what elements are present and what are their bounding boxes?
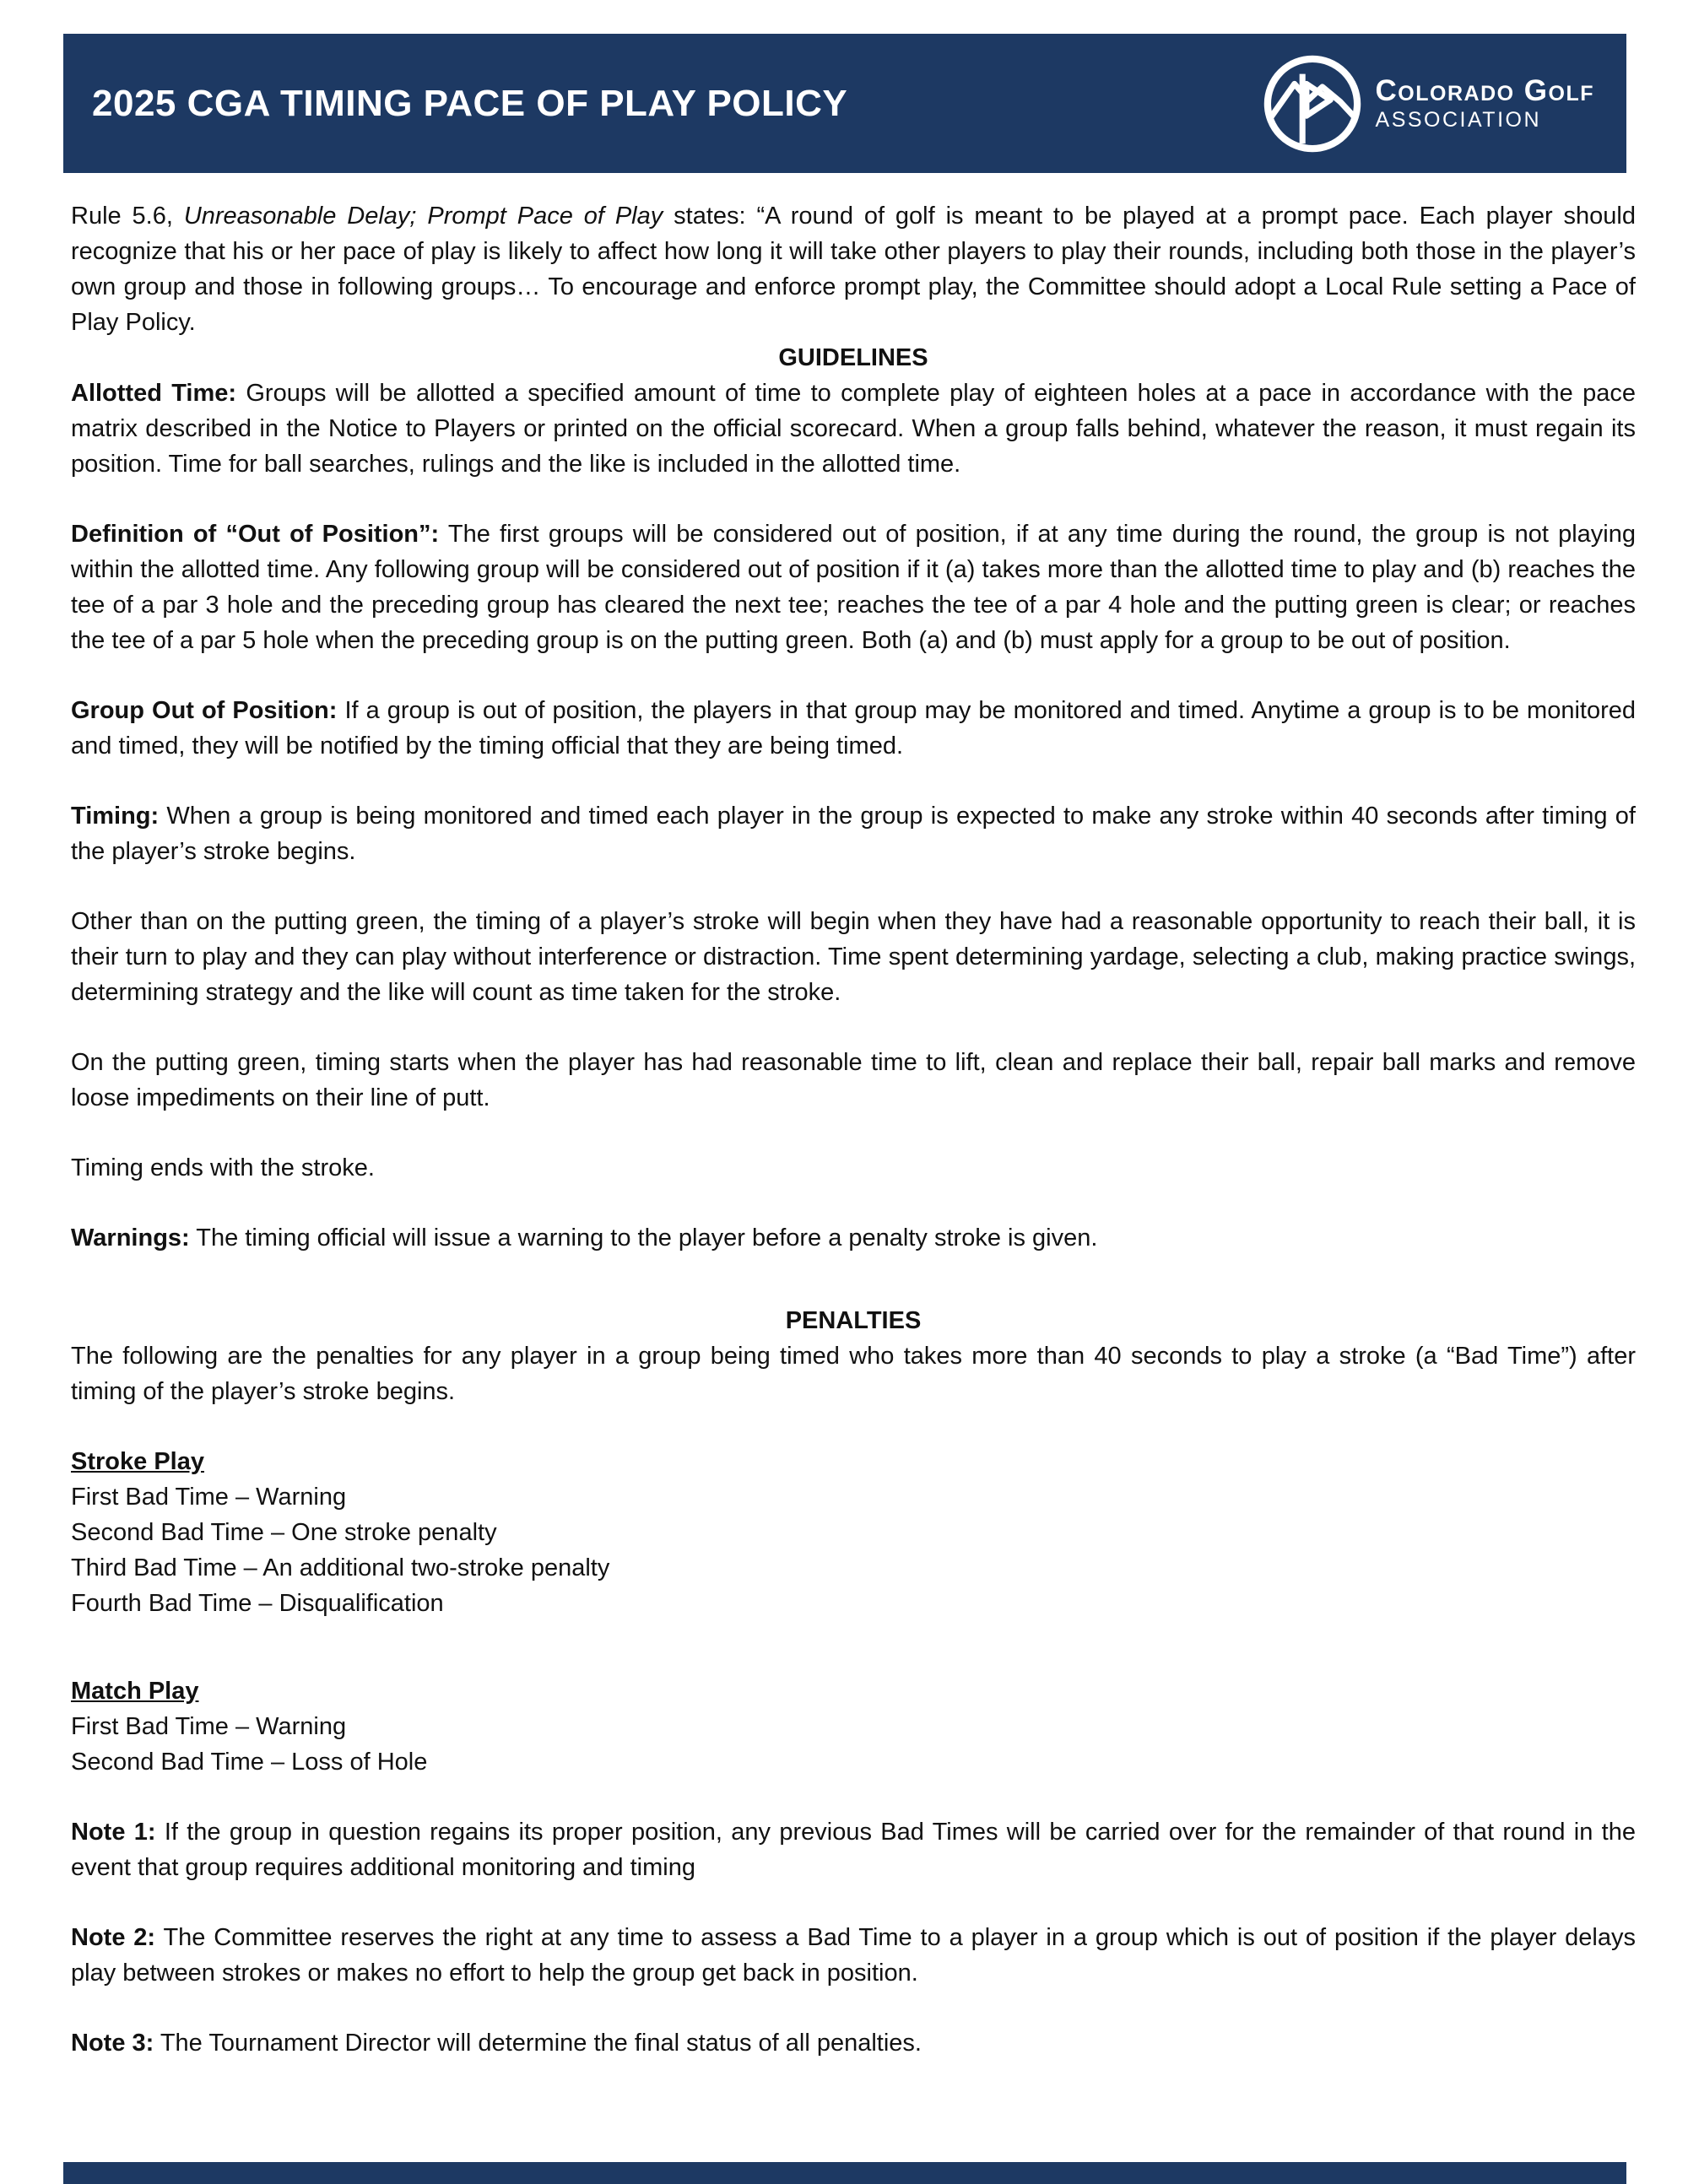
match-play-list <box>71 1709 1636 1780</box>
logo-subname: ASSOCIATION <box>1375 107 1542 132</box>
stroke-play-item: Fourth Bad Time – Disqualification <box>71 1590 444 1617</box>
stroke-play-list <box>71 1479 1636 1621</box>
allotted-time-text: Groups will be allotted a specified amount of time to complete play of eighteen holes at a pace in accordance with the pace matrix described in the Notice to Players or printed on the official scorecard. When a group falls behind, whatever the reason, it must regain its position. Time for ball searches, rulings and the like is included in the allotted time. <box>71 380 1636 478</box>
note-1-text: If the group in question regains its proper position, any previous Bad Times will be carried over for the remainder of that round in the event that group requires additional monitoring and timing <box>71 1819 1636 1881</box>
note-1-paragraph <box>71 1814 1636 1885</box>
group-oop-text: If a group is out of position, the players in that group may be monitored and timed. Anytime a group is to be monitored and timed, they will be notified by the timing official that they are being timed. <box>71 697 1636 760</box>
page-title: 2025 CGA TIMING PACE OF PLAY POLICY <box>92 82 848 124</box>
timing-paragraph <box>71 798 1636 869</box>
header-banner <box>63 34 1626 173</box>
definition-paragraph <box>71 516 1636 658</box>
logo-name: Colorado Golf <box>1375 73 1594 107</box>
note-2-text: The Committee reserves the right at any time to assess a Bad Time to a player in a group which is out of position if the player delays play between strokes or makes no effort to help the group get back in position. <box>71 1924 1636 1987</box>
note-1-label: Note 1: <box>71 1819 156 1846</box>
definition-text: The first groups will be considered out of position, if at any time during the round, the group is not playing within the allotted time. Any following group will be considered out of position if it (a) takes more than the allotted time to play and (b) reaches the tee of a par 3 hole and the preceding group has cleared the next tee; reaches the tee of a par 4 hole and the putting green is clear; or reaches the tee of a par 5 hole when the preceding group is on the putting green. Both (a) and (b) must apply for a group to be out of position. <box>71 521 1636 654</box>
note-2-paragraph <box>71 1920 1636 1991</box>
note-3-text: The Tournament Director will determine the final status of all penalties. <box>154 2030 922 2057</box>
notes-section <box>71 1814 1636 2061</box>
timing-text: When a group is being monitored and timed each player in the group is expected to make any stroke within 40 seconds after timing of the player’s stroke begins. <box>71 803 1636 865</box>
intro-rule-name: Unreasonable Delay; Prompt Pace of Play <box>183 203 663 230</box>
note-2-label: Note 2: <box>71 1924 156 1951</box>
stroke-play-heading: Stroke Play <box>71 1448 204 1475</box>
group-oop-label: Group Out of Position: <box>71 697 338 724</box>
allotted-time-label: Allotted Time: <box>71 380 237 407</box>
match-play-item: Second Bad Time – Loss of Hole <box>71 1749 428 1776</box>
warnings-text: The timing official will issue a warning to the player before a penalty stroke is given. <box>189 1224 1098 1251</box>
match-play-item: First Bad Time – Warning <box>71 1713 347 1740</box>
intro-paragraph <box>71 198 1636 340</box>
warnings-label: Warnings: <box>71 1224 190 1251</box>
penalties-heading: PENALTIES <box>785 1307 922 1334</box>
penalties-intro-paragraph: The following are the penalties for any player in a group being timed who takes more than 40 seconds to play a stroke (a “Bad Time”) after timing of the player’s stroke begins. <box>71 1343 1636 1405</box>
group-out-of-position-paragraph <box>71 693 1636 764</box>
timing-label: Timing: <box>71 803 160 830</box>
allotted-time-paragraph <box>71 376 1636 482</box>
footer-bar <box>63 2162 1626 2184</box>
definition-label: Definition of “Out of Position”: <box>71 521 440 548</box>
document-body <box>0 198 1688 2061</box>
stroke-play-item: First Bad Time – Warning <box>71 1484 347 1511</box>
note-3-paragraph <box>71 2025 1636 2061</box>
mountain-flag-icon <box>1263 54 1362 154</box>
cga-logo <box>1263 54 1594 154</box>
note-3-label: Note 3: <box>71 2030 154 2057</box>
guidelines-heading: GUIDELINES <box>778 344 928 371</box>
intro-prefix: Rule 5.6, <box>71 203 184 230</box>
logo-wordmark <box>1376 75 1594 132</box>
warnings-paragraph <box>71 1220 1636 1256</box>
putting-green-paragraph: On the putting green, timing starts when the player has had reasonable time to lift, clean and replace their ball, repair ball marks and remove loose impediments on their line of putt. <box>71 1049 1636 1111</box>
stroke-play-item: Third Bad Time – An additional two-stroke penalty <box>71 1554 610 1581</box>
timing-begin-paragraph: Other than on the putting green, the timing of a player’s stroke will begin when they have had a reasonable opportunity to reach their ball, it is their turn to play and they can play without interference or distraction. Time spent determining yardage, selecting a club, making practice swings, determining strategy and the like will count as time taken for the stroke. <box>71 908 1636 1006</box>
match-play-heading: Match Play <box>71 1678 199 1705</box>
stroke-play-item: Second Bad Time – One stroke penalty <box>71 1519 497 1546</box>
timing-ends-paragraph: Timing ends with the stroke. <box>71 1154 375 1181</box>
intro-text: states: “A round of golf is meant to be played at a prompt pace. Each player should recognize that his or her pace of play is likely to affect how long it will take other players to play their rounds, including both those in the player’s own group and those in following groups… To encourage and enforce prompt play, the Committee should adopt a Local Rule setting a Pace of Play Policy. <box>71 203 1636 336</box>
